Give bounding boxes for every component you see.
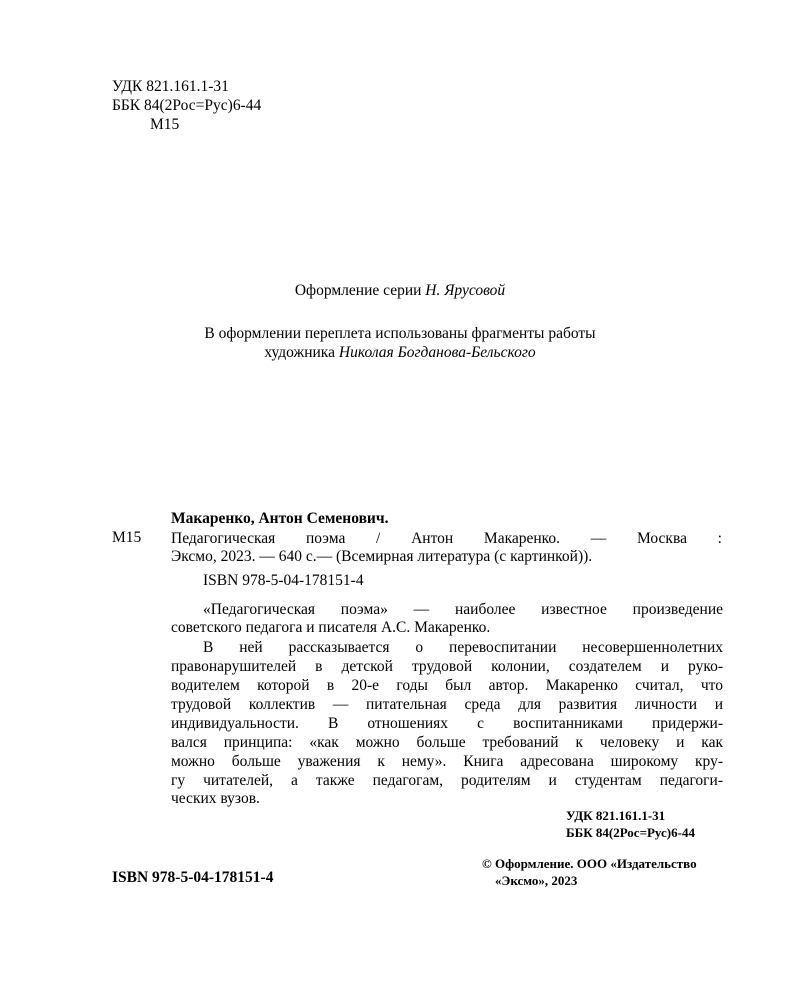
record-isbn: ISBN 978-5-04-178151-4 [203,572,364,589]
author-code-top: М15 [150,116,180,133]
title-line-1: Педагогическая поэма / Антон Макаренко. — Москва : [171,530,722,547]
annotation-line: индивидуальности. В отношениях с воспитанниками придержи- [171,715,723,732]
bbk-bottom: ББК 84(2Рос=Рус)6-44 [566,825,695,840]
binding-credit-prefix: художника [264,344,339,361]
series-design-credit [0,282,800,300]
annotation-line: можно больше уважения к нему». Книга адресована широкому кру- [171,753,723,770]
author-heading: Макаренко, Антон Семенович. [171,510,389,527]
bbk-top: ББК 84(2Рос=Рус)6-44 [112,97,262,114]
annotation-line: «Педагогическая поэма» — наиболее известное произведение [203,601,723,618]
annotation-line: водителем которой в 20-е годы был автор. Макаренко считал, что [171,677,723,694]
annotation-line: трудовой коллектив — питательная среда для развития личности и [171,696,723,713]
artist-name: Николая Богданова-Бельского [338,344,536,361]
series-designer-name: Н. Ярусовой [425,282,506,299]
title-line-2: Эксмо, 2023. — 640 с.— (Всемирная литература (с картинкой)). [171,548,593,565]
udk-bottom: УДК 821.161.1-31 [566,808,666,823]
annotation-line: ческих вузов. [171,790,260,807]
footer-isbn: ISBN 978-5-04-178151-4 [112,869,274,886]
annotation-line: В ней рассказывается о перевоспитании несовершеннолетних [203,639,723,656]
annotation-line: вался принципа: «как можно больше требований к человеку и как [171,734,723,751]
udk-top: УДК 821.161.1-31 [112,78,229,95]
annotation-line: правонарушителей в детской трудовой колонии, создателем и руко- [171,658,723,675]
series-design-prefix: Оформление серии [294,282,426,299]
annotation-line: гу читателей, а также педагогам, родителям и студентам педагоги- [171,772,723,789]
binding-credit-line2 [0,344,800,362]
copyright-line-1: © Оформление. ООО «Издательство [482,856,697,871]
annotation-line: советского педагога и писателя А.С. Макаренко. [171,619,491,636]
author-code-side: М15 [112,529,142,546]
binding-credit-line1: В оформлении переплета использованы фрагменты работы [204,325,596,342]
copyright-line-2: «Эксмо», 2023 [495,873,578,888]
